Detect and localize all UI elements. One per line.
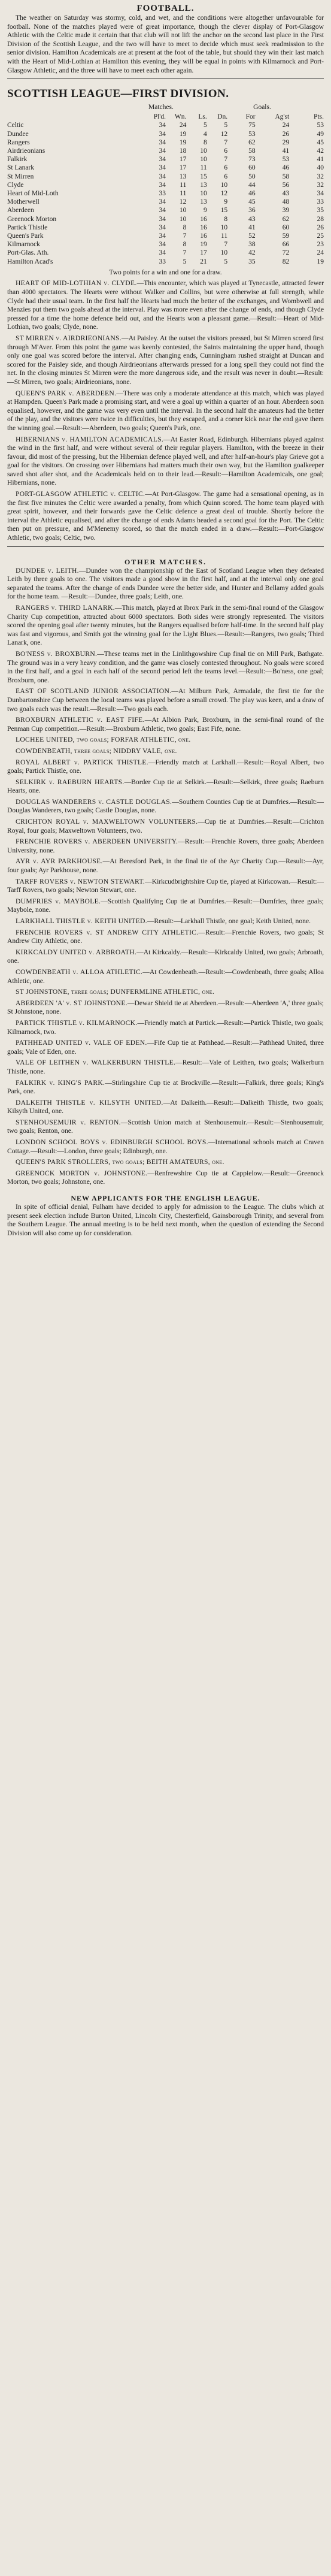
match-report-lead: TARFF ROVERS v. NEWTON STEWART. (16, 877, 145, 885)
match-report (7, 818, 324, 835)
table-cell: 48 (282, 198, 290, 206)
table-cell: 11 (221, 232, 228, 240)
table-cell: 10 (200, 156, 207, 164)
match-report-lead: LARKHALL THISTLE v. KEITH UNITED. (16, 917, 147, 925)
team-name: Hamilton Acad's (7, 258, 53, 265)
match-report (7, 988, 324, 997)
match-report-lead: FALKIRK v. KING'S PARK. (16, 1078, 105, 1087)
match-report-body: —At Paisley. At the outset the visitors pressed, but St Mirren scored first through M'Aver. From this point the game was keenly contested, the Saints maintaining the upper hand, though only one goal was scored before the interval. After changing ends, Cunningham rushed straight at Duncan and scored for the Paisley side, and though Airdrieonians afterwards pressed for a long spell they could not find the net. In the closing minutes St Mirren were the more dangerous side, and the result was never in doubt.—Result:—St Mirren, two goals; Airdrieonians, none. (7, 334, 324, 386)
intro-paragraph: The weather on Saturday was stormy, cold, and wet, and the conditions were altogether unfavourable for football. None of the matches played were of great importance, though the clever display of Port-Glasgow Athletic with the Celtic made it certain that that club will not lift the anchor on the second last place in the First Division of the Scottish League, and the two will have to meet to decide which must seek readmission to the senior division. Hamilton Academicals are at present at the foot of the table, but should they win their last match with the Heart of Mid-Lothian at Hamilton this evening, they will be equal in points with Kilmarnock and Port-Glasgow Athletic, and the three will have to meet each other again. (7, 14, 324, 74)
match-report (7, 929, 324, 946)
table-cell: 25 (317, 232, 324, 240)
table-cell: 7 (224, 156, 228, 164)
table-cell: 5 (224, 258, 228, 265)
match-report-lead: SELKIRK v. RAEBURN HEARTS. (16, 778, 124, 786)
table-cell: 16 (200, 215, 207, 223)
match-report-body: —Southern Counties Cup tie at Dumfries.—Result:—Douglas Wanderers, two goals; Castle Douglas, none. (7, 797, 324, 815)
table-cell: 9 (203, 207, 207, 214)
table-cell: 5 (224, 122, 228, 129)
table-cell: 82 (282, 258, 290, 265)
match-report-lead: BO'NESS v. BROXBURN. (16, 649, 98, 658)
table-cell: 10 (220, 249, 228, 257)
table-cell: 53 (317, 122, 324, 129)
table-cell: 34 (159, 207, 166, 214)
team-name: Motherwell (7, 198, 40, 206)
match-report (7, 687, 324, 713)
match-report-lead: DUNDEE v. LEITH. (16, 566, 79, 575)
team-name: Rangers (7, 138, 30, 146)
table-cell: 19 (317, 258, 324, 265)
match-report-body: —Scottish Union match at Stenhousemuir.—Result:—Stenhousemuir, two goals; Renton, one. (7, 1118, 324, 1135)
table-row (7, 189, 324, 198)
match-report-lead: VALE OF LEITHEN v. WALKERBURN THISTLE. (16, 1059, 176, 1067)
table-cell: 10 (220, 223, 228, 231)
match-report-body: —Kirkcudbrightshire Cup tie, played at Kirkcowan.—Result:—Tarff Rovers, two goals; Newton Stewart, one. (7, 877, 324, 894)
match-report-lead: GREENOCK MORTON v. JOHNSTONE. (16, 1169, 148, 1177)
table-cell: 50 (248, 173, 256, 180)
match-report (7, 567, 324, 601)
match-report (7, 1169, 324, 1187)
match-report-body: —Stirlingshire Cup tie at Brockville.—Result:—Falkirk, three goals; King's Park, one. (7, 1078, 324, 1096)
table-cell: 4 (203, 130, 207, 138)
match-report (7, 798, 324, 815)
match-report (7, 999, 324, 1017)
match-report-body: —At Cowdenbeath.—Result:—Cowdenbeath, three goals; Alloa Athletic, one. (7, 967, 324, 985)
match-report-lead: QUEEN'S PARK STROLLERS, two goals; BEITH AMATEURS, one. (16, 1158, 224, 1166)
table-cell: 10 (220, 181, 228, 189)
league-rows (7, 121, 324, 265)
table-cell: 8 (183, 223, 187, 231)
table-cell: 46 (248, 189, 256, 197)
match-report-lead: ST MIRREN v. AIRDRIEONIANS. (16, 334, 122, 342)
table-cell: 58 (248, 147, 256, 155)
match-report-body: —Scottish Qualifying Cup tie at Dumfries.—Result:—Dumfries, three goals; Maybole, none. (7, 897, 324, 914)
match-report-lead: FRENCHIE ROVERS v. ST ANDREW CITY ATHLETIC. (16, 928, 199, 936)
first-division-reports (7, 279, 324, 542)
table-cell: 16 (200, 232, 207, 240)
match-report (7, 917, 324, 926)
match-report-body: —Friendly match at Larkhall.—Result:—Royal Albert, two goals; Partick Thistle, one. (7, 758, 324, 775)
table-cell: 42 (317, 147, 324, 155)
match-report-lead: PORT-GLASGOW ATHLETIC v. CELTIC. (16, 490, 145, 498)
team-name: St Mirren (7, 173, 34, 180)
team-name: Airdrieonians (7, 147, 45, 155)
match-report-body: —International schools match at Craven Cottage.—Result:—London, three goals; Edinburgh, one. (7, 1138, 324, 1155)
match-report (7, 604, 324, 648)
match-report-lead: COWDENBEATH v. ALLOA ATHLETIC. (16, 967, 143, 976)
match-report (7, 968, 324, 985)
table-cell: 5 (183, 258, 187, 265)
match-report-body: —Border Cup tie at Selkirk.—Result:—Selkirk, three goals; Raeburn Hearts, one. (7, 778, 324, 795)
league-note: Two points for a win and one for a draw. (109, 268, 222, 276)
team-name: Clyde (7, 181, 24, 189)
match-report-body: —Cup tie at Dumfries.—Result:—Crichton Royal, four goals; Maxweltown Volunteers, two. (7, 818, 324, 835)
match-report (7, 857, 324, 875)
table-row (7, 121, 324, 129)
match-report (7, 758, 324, 776)
team-name: Falkirk (7, 156, 28, 164)
table-cell: 72 (282, 249, 290, 257)
table-cell: 62 (282, 215, 290, 223)
table-cell: 12 (179, 198, 187, 206)
table-cell: 46 (282, 164, 290, 172)
match-report (7, 897, 324, 915)
match-report-body: —At Port-Glasgow. The game had a sensational opening, as in the first five minutes the Celtic were awarded a penalty, from which Quinn scored. The home team played with great spirit, however, and their forwards gave the Celtic defence a great deal of trouble. Shortly before the interval the Athletic equalised, and after the change of ends Adams headed a second goal for the Port. The Celtic then put on pressure, and M'Menemy scored, so that the match ended in a draw.—Result:—Port-Glasgow Athletic, two goals; Celtic, two. (7, 490, 324, 542)
match-report (7, 878, 324, 895)
table-row (7, 173, 324, 181)
match-report-lead: KIRKCALDY UNITED v. ARBROATH. (16, 948, 137, 956)
football-heading: FOOTBALL. (136, 4, 195, 13)
match-report-body: —Dewar Shield tie at Aberdeen.—Result:—Aberdeen 'A,' three goals; St Johnstone, none. (7, 999, 324, 1016)
match-report (7, 736, 324, 745)
divider (7, 546, 324, 547)
table-cell: 34 (159, 122, 166, 129)
match-report-lead: HIBERNIANS v. HAMILTON ACADEMICALS. (16, 435, 164, 443)
match-report-body: —Fife Cup tie at Pathhead.—Result:—Pathhead United, three goals; Vale of Eden, one. (7, 1039, 324, 1056)
table-cell: 60 (248, 164, 256, 172)
table-cell: 41 (248, 223, 256, 231)
match-report-body: —Result:—Larkhall Thistle, one goal; Keith United, none. (147, 917, 311, 925)
match-report-body: —At Dalkeith.—Result:—Dalkeith Thistle, two goals; Kilsyth United, one. (7, 1098, 324, 1115)
goals-label: Goals. (253, 104, 271, 111)
table-cell: 7 (224, 138, 228, 146)
other-matches-heading: OTHER MATCHES. (124, 557, 207, 566)
table-row (7, 181, 324, 189)
table-cell: 75 (248, 122, 256, 129)
table-row (7, 155, 324, 164)
table-cell: 60 (282, 223, 290, 231)
match-report-lead: ROYAL ALBERT v. PARTICK THISTLE. (16, 758, 148, 766)
match-report-body: —Renfrewshire Cup tie at Cappielow.—Result:—Greenock Morton, two goals; Johnstone, one. (7, 1169, 324, 1186)
table-cell: 10 (200, 189, 207, 197)
table-cell: 41 (282, 147, 290, 155)
table-cell: 11 (180, 181, 187, 189)
match-report-body: —This match, played at Ibrox Park in the semi-final round of the Glasgow Charity Cup competition, attracted about 6000 spectators. Both sides were strongly represented. The visitors scored the opening goal after twenty minutes, but the Rangers equalised before half-time. In the second half play was fast and vigorous, and Smith got the winning goal for the Light Blues.—Result:—Rangers, two goals; Third Lanark, one. (7, 604, 324, 647)
match-report-lead: CRICHTON ROYAL v. MAXWELTOWN VOLUNTEERS. (16, 818, 198, 826)
table-cell: 53 (248, 130, 256, 138)
table-cell: 17 (200, 249, 207, 257)
match-report-lead: HEART OF MID-LOTHIAN v. CLYDE. (16, 279, 137, 288)
match-report (7, 490, 324, 543)
team-name: Partick Thistle (7, 223, 48, 231)
table-cell: 8 (183, 241, 187, 249)
table-cell: 15 (220, 207, 228, 214)
match-report-body: —Result:—Frenchie Rovers, three goals; Aberdeen University, none. (7, 837, 324, 854)
match-report (7, 334, 324, 387)
table-cell: 5 (203, 122, 207, 129)
match-report-body: —At Milburn Park, Armadale, the first tie for the Dunbartonshire Cup between the local teams was played before a small crowd. The play was keen, and a draw of two goals each was the result.—Result:—Two goals each. (7, 687, 324, 713)
table-cell: 34 (159, 198, 166, 206)
match-report-body: —These teams met in the Linlithgowshire Cup final tie on Mill Park, Bathgate. The ground was in a very heavy condition, and the game was closely contested throughout. No goals were scored in the first half, and a goal in each half of the second period left the teams level.—Result:—Bo'ness, one goal; Broxburn, one. (7, 649, 324, 684)
table-cell: 43 (282, 189, 290, 197)
match-report-lead: PATHHEAD UNITED v. VALE OF EDEN. (16, 1039, 147, 1047)
table-cell: 34 (317, 189, 324, 197)
table-cell: 33 (159, 189, 166, 197)
table-row (7, 198, 324, 206)
match-report-lead: BROXBURN ATHLETIC v. EAST FIFE. (16, 716, 145, 724)
match-report (7, 1079, 324, 1096)
match-report-body: —At Albion Park, Broxburn, in the semi-final round of the Penman Cup competition.—Result:—Broxburn Athletic, two goals; East Fife, none. (7, 716, 324, 733)
team-name: Queen's Park (7, 232, 44, 240)
table-cell: 12 (220, 130, 228, 138)
match-report (7, 1099, 324, 1116)
team-name: Kilmarnock (7, 241, 40, 249)
table-cell: 21 (200, 258, 207, 265)
table-cell: 33 (159, 258, 166, 265)
match-report-lead: PARTICK THISTLE v. KILMARNOCK. (16, 1018, 138, 1027)
table-cell: 6 (224, 164, 228, 172)
match-report-lead: DALKEITH THISTLE v. KILSYTH UNITED. (16, 1098, 163, 1106)
table-cell: 24 (179, 122, 187, 129)
col-won: Wn. (174, 113, 187, 121)
match-report (7, 436, 324, 488)
applicants-paragraph: In spite of official denial, Fulham have decided to apply for admission to the League. The clubs which at present seek election include Burton United, Lincoln City, Chesterfield, Gainsborough Trinity, and several from the Southern League. The annual meeting is to be held next month, when the question of extending the Second Division will also come up for consideration. (7, 1203, 324, 1237)
team-name: Aberdeen (7, 207, 34, 214)
table-cell: 13 (200, 181, 207, 189)
table-cell: 23 (317, 241, 324, 249)
table-cell: 9 (224, 198, 228, 206)
table-cell: 66 (282, 241, 290, 249)
table-row (7, 249, 324, 257)
table-cell: 26 (282, 130, 290, 138)
match-report (7, 747, 324, 756)
table-cell: 6 (224, 173, 228, 180)
divider (7, 78, 324, 79)
match-report (7, 837, 324, 855)
team-name: Celtic (7, 122, 24, 129)
table-row (7, 258, 324, 266)
table-row (7, 223, 324, 232)
team-name: Port-Glas. Ath. (7, 249, 49, 257)
match-report-lead: FRENCHIE ROVERS v. ABERDEEN UNIVERSITY. (16, 837, 178, 846)
col-drawn: Dn. (217, 113, 228, 121)
table-cell: 7 (183, 249, 187, 257)
table-cell: 58 (282, 173, 290, 180)
table-cell: 29 (282, 138, 290, 146)
match-report-body: —Dundee won the championship of the East of Scotland League when they defeated Leith by three goals to one. The visitors made a good show in the first half, and at the interval only one goal separated the teams. After the change of ends Dundee were the better side, and Hunter and Bellamy added goals for the home team. —Result:—Dundee, three goals; Leith, one. (7, 566, 324, 601)
table-cell: 32 (317, 173, 324, 180)
table-cell: 32 (317, 181, 324, 189)
table-cell: 73 (248, 156, 256, 164)
table-cell: 34 (159, 215, 166, 223)
table-cell: 28 (317, 215, 324, 223)
table-cell: 18 (179, 147, 187, 155)
table-cell: 34 (159, 241, 166, 249)
table-row (7, 206, 324, 214)
table-cell: 49 (317, 130, 324, 138)
table-cell: 34 (159, 232, 166, 240)
table-cell: 8 (224, 215, 228, 223)
table-cell: 43 (248, 215, 256, 223)
table-cell: 53 (282, 156, 290, 164)
table-cell: 35 (317, 207, 324, 214)
table-cell: 12 (220, 189, 228, 197)
match-report (7, 1059, 324, 1076)
table-cell: 15 (200, 173, 207, 180)
table-cell: 6 (224, 147, 228, 155)
table-row (7, 215, 324, 223)
table-cell: 10 (179, 215, 187, 223)
team-name: Greenock Morton (7, 215, 57, 223)
table-cell: 8 (203, 138, 207, 146)
table-cell: 34 (159, 164, 166, 172)
table-cell: 11 (200, 164, 207, 172)
match-report-lead: EAST OF SCOTLAND JUNIOR ASSOCIATION. (16, 687, 172, 696)
table-cell: 34 (159, 138, 166, 146)
table-cell: 34 (159, 156, 166, 164)
match-report-body: —At Beresford Park, in the final tie of the Ayr Charity Cup.—Result:—Ayr, four goals; Ayr Parkhouse, none. (7, 857, 324, 875)
match-report (7, 1138, 324, 1156)
matches-label: Matches. (148, 104, 174, 111)
league-table (7, 113, 324, 266)
table-cell: 44 (248, 181, 256, 189)
match-report-lead: STENHOUSEMUIR v. RENTON. (16, 1118, 121, 1126)
match-report-body: —At Easter Road, Edinburgh. Hibernians played against the wind in the first half, and were without several of their regular players. Hamilton, with the breeze in their favour, did most of the pressing, but the Hibernian defence played well, and after half-an-hour's play Grieve got a goal for the visitors. On crossing over Hibernians had matters much their own way, but the Hamilton goalkeeper saved shot after shot, and the Academicals held on to their lead.—Result:—Hamilton Academicals, one goal; Hibernians, none. (7, 435, 324, 487)
match-report (7, 389, 324, 433)
match-report-lead: ABERDEEN 'A' v. ST JOHNSTONE. (16, 999, 127, 1007)
table-cell: 11 (180, 189, 187, 197)
table-row (7, 138, 324, 147)
match-report-body: —Result:—Vale of Leithen, two goals; Walkerburn Thistle, none. (7, 1059, 324, 1075)
table-cell: 17 (179, 156, 187, 164)
other-match-reports (7, 567, 324, 1187)
league-header-row (7, 113, 324, 121)
col-points: Pts. (314, 113, 324, 121)
match-report-body: —This encounter, which was played at Tynecastle, attracted fewer than 4000 spectators. The Hearts were without Walker and Collins, but were otherwise at full strength, while Clyde had their usual team. In the first half the Hearts had much the better of the exchanges, and Wombwell and Menzies put them two goals ahead at the interval. Play was more even after the change of ends, and though Clyde pressed for a time the home defence held out, and the Hearts won a pleasant game.—Result:—Heart of Mid-Lothian, two goals; Clyde, none. (7, 279, 324, 331)
table-row (7, 164, 324, 172)
table-cell: 62 (248, 138, 256, 146)
match-report (7, 650, 324, 685)
table-cell: 34 (159, 147, 166, 155)
table-cell: 40 (317, 164, 324, 172)
match-report-lead: RANGERS v. THIRD LANARK. (16, 604, 115, 612)
table-cell: 34 (159, 173, 166, 180)
match-report-lead: LOCHEE UNITED, two goals; FORFAR ATHLETIC, one. (16, 736, 191, 744)
table-cell: 41 (317, 156, 324, 164)
table-cell: 56 (282, 181, 290, 189)
table-cell: 35 (248, 258, 256, 265)
match-report (7, 1039, 324, 1056)
col-team (7, 113, 142, 121)
table-row (7, 232, 324, 240)
table-cell: 19 (179, 130, 187, 138)
table-cell: 34 (159, 181, 166, 189)
table-cell: 59 (282, 232, 290, 240)
table-cell: 19 (200, 241, 207, 249)
match-report-body: —Result:—Frenchie Rovers, two goals; St Andrew City Athletic, one. (7, 928, 324, 945)
table-cell: 19 (179, 138, 187, 146)
match-report (7, 279, 324, 332)
table-cell: 36 (248, 207, 256, 214)
league-heading: SCOTTISH LEAGUE—FIRST DIVISION. (7, 87, 229, 101)
table-cell: 7 (224, 241, 228, 249)
match-report (7, 1019, 324, 1036)
team-name: St Lanark (7, 164, 35, 172)
table-cell: 38 (248, 241, 256, 249)
table-cell: 34 (159, 130, 166, 138)
match-report-body: —At Kirkcaldy.—Result:—Kirkcaldy United, two goals; Arbroath, one. (7, 948, 324, 965)
team-name: Heart of Mid-Loth (7, 189, 59, 197)
match-report-lead: DUMFRIES v. MAYBOLE. (16, 897, 101, 905)
table-cell: 10 (200, 147, 207, 155)
match-report (7, 1118, 324, 1136)
table-cell: 34 (159, 223, 166, 231)
match-report-body: —Friendly match at Partick.—Result:—Partick Thistle, two goals; Kilmarnock, two. (7, 1018, 324, 1036)
team-name: Dundee (7, 130, 29, 138)
col-against: Ag'st (275, 113, 290, 121)
match-report-lead: COWDENBEATH, three goals; NIDDRY VALE, one. (16, 746, 177, 755)
match-report (7, 778, 324, 796)
table-row (7, 130, 324, 138)
match-report-lead: QUEEN'S PARK v. ABERDEEN. (16, 389, 117, 397)
table-cell: 45 (248, 198, 256, 206)
table-cell: 52 (248, 232, 256, 240)
table-row (7, 147, 324, 155)
match-report-lead: DOUGLAS WANDERERS v. CASTLE DOUGLAS. (16, 797, 172, 806)
league-subheader (7, 103, 324, 111)
match-report (7, 1158, 324, 1167)
table-cell: 10 (179, 207, 187, 214)
table-cell: 17 (179, 164, 187, 172)
table-cell: 13 (179, 173, 187, 180)
table-cell: 34 (159, 249, 166, 257)
table-cell: 39 (282, 207, 290, 214)
col-lost: Ls. (198, 113, 207, 121)
match-report-lead: LONDON SCHOOL BOYS v. EDINBURGH SCHOOL BOYS. (16, 1138, 208, 1147)
match-report (7, 716, 324, 733)
col-played: Pl'd. (153, 113, 166, 121)
table-cell: 24 (317, 249, 324, 257)
match-report-lead: ST JOHNSTONE, three goals; DUNFERMLINE ATHLETIC, one. (16, 988, 215, 996)
table-cell: 13 (200, 198, 207, 206)
match-report-body: —There was only a moderate attendance at this match, which was played at Hampden. Queen's Park made a promising start, and were a goal up within a quarter of an hour. Aberdeen soon equalised, however, and the game was very even until the interval. In the second half the amateurs had the better of the play, and the visitors were twice in difficulties, but they escaped, and a corner kick near the end gave them the winning goal.—Result:—Aberdeen, two goals; Queen's Park, one. (7, 389, 324, 432)
table-cell: 33 (317, 198, 324, 206)
table-cell: 45 (317, 138, 324, 146)
table-cell: 24 (282, 122, 290, 129)
table-row (7, 240, 324, 249)
table-cell: 16 (200, 223, 207, 231)
match-report (7, 948, 324, 966)
applicants-heading: NEW APPLICANTS FOR THE ENGLISH LEAGUE. (71, 1194, 260, 1203)
match-report-lead: AYR v. AYR PARKHOUSE. (16, 857, 103, 866)
table-cell: 26 (317, 223, 324, 231)
table-cell: 42 (248, 249, 256, 257)
col-for: For (245, 113, 256, 121)
table-cell: 7 (183, 232, 187, 240)
